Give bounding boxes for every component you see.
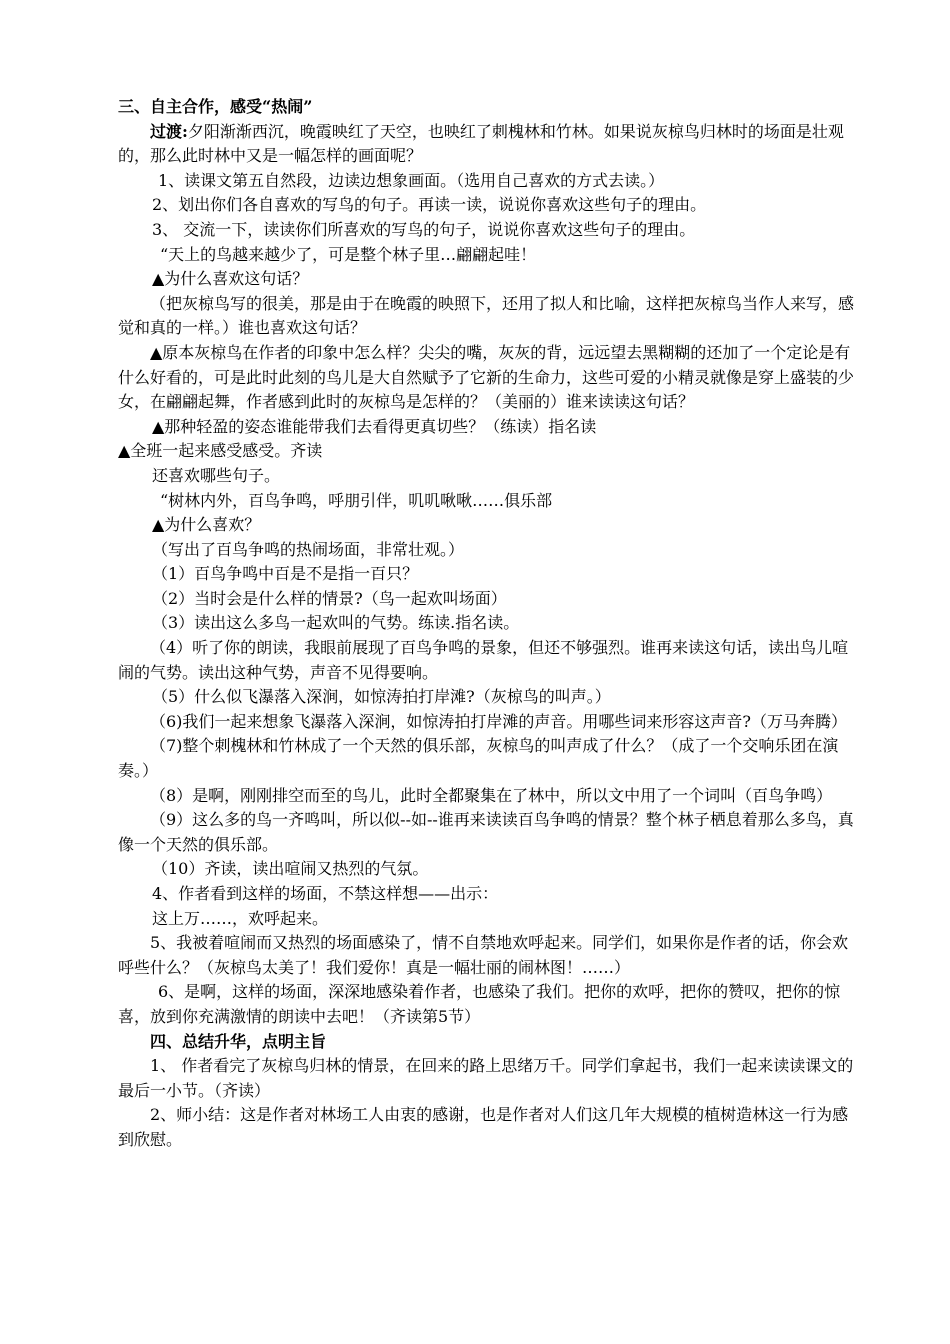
more-sentences: 还喜欢哪些句子。 xyxy=(152,465,281,485)
quote-1: “天上的鸟越来越少了，可是整个林子里…翩翩起哇！ xyxy=(160,244,537,264)
item-6: （6)我们一起来想象飞瀑落入深涧，如惊涛拍打岸滩的声音。用哪些词来形容这声音?（万马奔腾） xyxy=(150,711,848,731)
section-4-heading: 四、总结升华，点明主旨 xyxy=(150,1031,327,1051)
item-10: （10）齐读，读出喧闹又热烈的气氛。 xyxy=(152,859,429,879)
answer-1: （把灰椋鸟写的很美，那是由于在晚霞的映照下，还用了拟人和比喻，这样把灰椋鸟当作人来写，感觉和真的一样。）谁也喜欢这句话？ xyxy=(118,293,855,338)
item-5: （5）什么似飞瀑落入深涧，如惊涛拍打岸滩?（灰椋鸟的叫声。） xyxy=(152,687,611,707)
transition-text: 夕阳渐渐西沉，晚霞映红了天空，也映红了刺槐林和竹林。如果说灰椋鸟归林时的场面是壮观的，那么此时林中又是一幅怎样的画面呢？ xyxy=(118,121,844,166)
step-1: 1、读课文第五自然段，边读边想象画面。（选用自己喜欢的方式去读。） xyxy=(158,170,665,190)
item-2: （2）当时会是什么样的情景?（鸟一起欢叫场面） xyxy=(152,588,507,608)
item-3: （3）读出这么多鸟一起欢叫的气势。练读.指名读。 xyxy=(152,613,520,633)
transition-paragraph xyxy=(118,120,864,169)
summary-2: 2、师小结：这是作者对林场工人由衷的感谢，也是作者对人们这几年大规模的植树造林这一行为感到欣慰。 xyxy=(118,1105,849,1149)
step-2: 2、划出你们各自喜欢的写鸟的句子。再读一读，说说你喜欢这些句子的理由。 xyxy=(152,195,707,215)
transition-label: 过渡: xyxy=(150,121,188,141)
question-1: ▲为什么喜欢这句话？ xyxy=(152,269,309,289)
item-7: （7)整个刺槐林和竹林成了一个天然的俱乐部，灰椋鸟的叫声成了什么？（成了一个交响乐团在演奏。） xyxy=(118,736,839,781)
step-4-text: 这上万……，欢呼起来。 xyxy=(152,908,329,928)
question-2: ▲为什么喜欢？ xyxy=(152,515,261,535)
item-8: （8）是啊，刚刚排空而至的鸟儿，此时全都聚集在了林中，所以文中用了一个词叫（百鸟争鸣） xyxy=(150,785,833,805)
step-4: 4、作者看到这样的场面，不禁这样想——出示： xyxy=(152,884,499,903)
section-3-heading: 三、自主合作，感受“热闹” xyxy=(118,97,313,116)
quote-2: “树林内外，百鸟争鸣，呼朋引伴，叽叽啾啾……俱乐部 xyxy=(160,490,553,510)
document-body xyxy=(118,95,864,1153)
item-1: （1）百鸟争鸣中百是不是指一百只？ xyxy=(152,564,419,584)
discussion-1: ▲原本灰椋鸟在作者的印象中怎么样？尖尖的嘴，灰灰的背，远远望去黑糊糊的还加了一个定论是有什么好看的，可是此时此刻的鸟儿是大自然赋予了它新的生命力，这些可爱的小精灵就像是穿上盛装的少女，在翩翩起舞，作者感到此时的灰椋鸟是怎样的？（美丽的）谁来读读这句话？ xyxy=(118,342,855,412)
step-6: 6、是啊，这样的场面，深深地感染着作者，也感染了我们。把你的欢呼，把你的赞叹，把你的惊喜，放到你充满激情的朗读中去吧！（齐读第5节） xyxy=(118,982,841,1026)
item-4: （4）听了你的朗读，我眼前展现了百鸟争鸣的景象，但还不够强烈。谁再来读这句话，读出鸟儿喧闹的气势。读出这种气势，声音不见得要响。 xyxy=(118,638,849,682)
discussion-3: ▲全班一起来感受感受。齐读 xyxy=(118,441,323,461)
answer-2: （写出了百鸟争鸣的热闹场面，非常壮观。） xyxy=(152,539,465,559)
discussion-2: ▲那种轻盈的姿态谁能带我们去看得更真切些？（练读）指名读 xyxy=(152,416,597,436)
step-5: 5、我被着喧闹而又热烈的场面感染了，情不自禁地欢呼起来。同学们，如果你是作者的话，你会欢呼些什么？（灰椋鸟太美了！我们爱你！真是一幅壮丽的闹林图！……） xyxy=(118,933,849,977)
item-9: （9）这么多的鸟一齐鸣叫，所以似--如--谁再来读读百鸟争鸣的情景？整个林子栖息着那么多鸟，真像一个天然的俱乐部。 xyxy=(118,810,854,854)
step-3: 3、 交流一下，读读你们所喜欢的写鸟的句子，说说你喜欢这些句子的理由。 xyxy=(152,219,696,239)
summary-1: 1、 作者看完了灰椋鸟归林的情景，在回来的路上思绪万千。同学们拿起书，我们一起来读读课文的最后一小节。（齐读） xyxy=(118,1056,854,1100)
